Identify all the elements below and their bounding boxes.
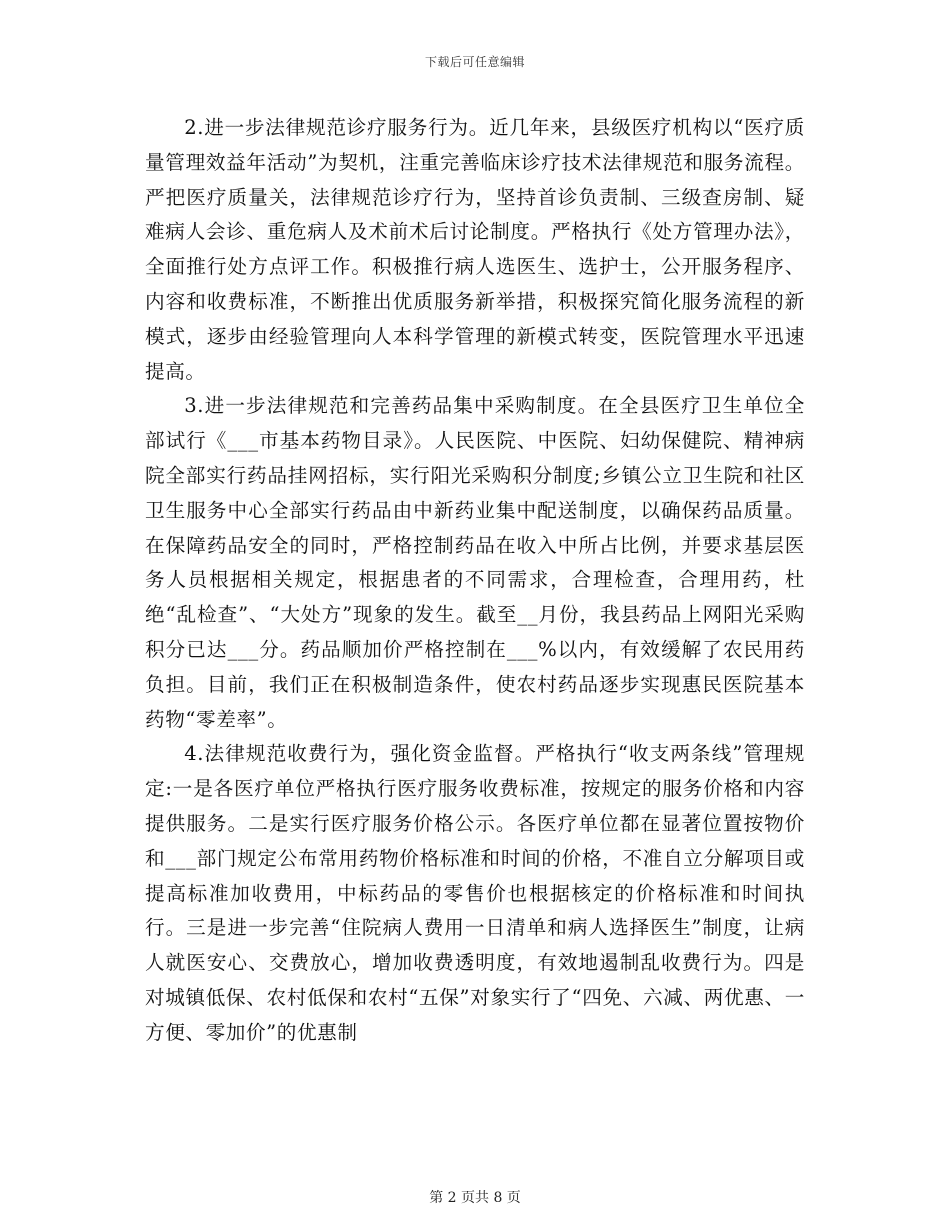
paragraph-item-3: 3.进一步法律规范和完善药品集中采购制度。在全县医疗卫生单位全部试行《___市基本药物目录》。人民医院、中医院、妇幼保健院、精神病院全部实行药品挂网招标，实行阳光采购积分制度;乡镇公立卫生院和社区卫生服务中心全部实行药品由中新药业集中配送制度，以确保药品质量。在保障药品安全的同时，严格控制药品在收入中所占比例，并要求基层医务人员根据相关规定，根据患者的不同需求，合理检查，合理用药，杜绝“乱检查”、“大处方”现象的发生。截至__月份，我县药品上网阳光采购积分已达___分。药品顺加价严格控制在___%以内，有效缓解了农民用药负担。目前，我们正在积极制造条件，使农村药品逐步实现惠民医院基本药物“零差率”。 (145, 394, 805, 731)
page-header: 下载后可任意编辑 (424, 55, 525, 69)
document-body (145, 111, 805, 1051)
page-footer: 第 2 页共 8 页 (429, 1190, 521, 1206)
paragraph-item-4: 4.法律规范收费行为，强化资金监督。严格执行“收支两条线”管理规定:一是各医疗单位严格执行医疗服务收费标准，按规定的服务价格和内容提供服务。二是实行医疗服务价格公示。各医疗单位都在显著位置按物价和___部门规定公布常用药物价格标准和时间的价格，不准自立分解项目或提高标准加收费用，中标药品的零售价也根据核定的价格标准和时间执行。三是进一步完善“住院病人费用一日清单和病人选择医生”制度，让病人就医安心、交费放心，增加收费透明度，有效地遏制乱收费行为。四是对城镇低保、农村低保和农村“五保”对象实行了“四免、六减、两优惠、一方便、零加价”的优惠制 (145, 742, 805, 1044)
paragraph-item-2: 2.进一步法律规范诊疗服务行为。近几年来，县级医疗机构以“医疗质量管理效益年活动”为契机，注重完善临床诊疗技术法律规范和服务流程。严把医疗质量关，法律规范诊疗行为，坚持首诊负责制、三级查房制、疑难病人会诊、重危病人及术前术后讨论制度。严格执行《处方管理办法》，全面推行处方点评工作。积极推行病人选医生、选护士，公开服务程序、内容和收费标准，不断推出优质服务新举措，积极探究简化服务流程的新模式，逐步由经验管理向人本科学管理的新模式转变，医院管理水平迅速提高。 (145, 116, 805, 383)
